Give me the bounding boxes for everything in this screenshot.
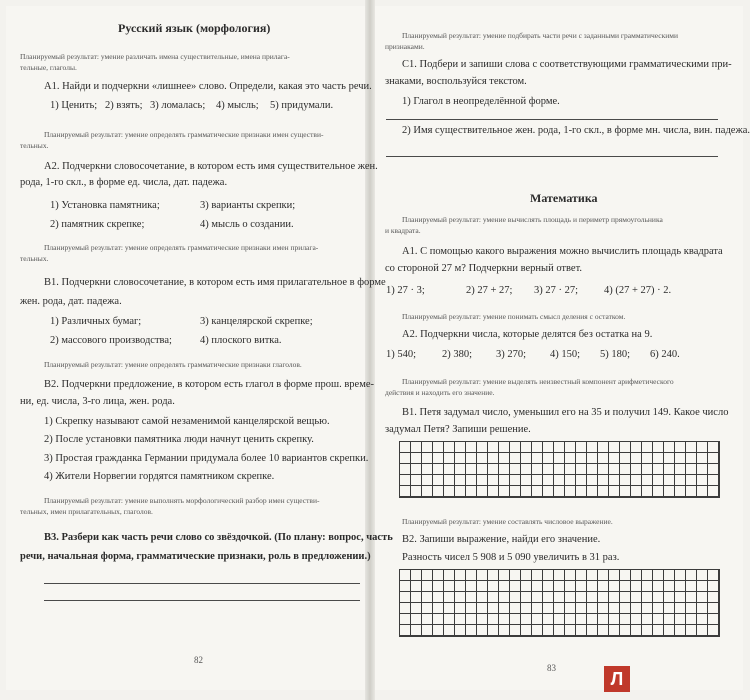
task-a2-option-2: 2) памятник скрепке; — [50, 219, 145, 230]
planned-result-r2: Планируемый результат: умение вычислять площадь и периметр прямоугольника — [402, 215, 663, 224]
planned-result-5: Планируемый результат: умение выполнять морфологический разбор имен существи- — [44, 496, 320, 505]
task-b1-option-1: 1) Различных бумаг; — [50, 316, 142, 327]
planned-result-r4: Планируемый результат: умение выделять неизвестный компонент арифметического — [402, 377, 674, 386]
task-math-a2-option-5: 5) 180; — [600, 349, 631, 360]
planned-result-r1: Планируемый результат: умение подбирать части речи с заданными грамматическими — [402, 31, 678, 40]
planned-result-1-cont: тельные, глаголы. — [20, 63, 77, 72]
task-a2-option-1: 1) Установка памятника; — [50, 200, 160, 211]
task-b3-question: В3. Разбери как часть речи слово со звёздочкой. (По плану: вопрос, часть — [44, 532, 393, 543]
task-math-a2-question: А2. Подчеркни числа, которые делятся без остатка на 9. — [402, 329, 653, 340]
task-math-a1-question-cont: со стороной 27 м? Подчеркни верный ответ. — [385, 263, 582, 274]
task-a2-option-3: 3) варианты скрепки; — [200, 200, 296, 211]
answer-grid-b1 — [399, 441, 720, 498]
task-math-a2-option-6: 6) 240. — [650, 349, 680, 360]
task-b2-question: В2. Подчеркни предложение, в котором есть глагол в форме прош. време- — [44, 379, 375, 390]
task-c1-item-2: 2) Имя существительное жен. рода, 1-го скл., в форме мн. числа, вин. падежа. — [402, 125, 750, 136]
planned-result-2-cont: тельных. — [20, 141, 49, 150]
task-a1-option-3: 3) ломалась; — [150, 100, 206, 111]
task-a2-question: А2. Подчеркни словосочетание, в котором есть имя существительное жен. — [44, 161, 378, 172]
planned-result-r4-cont: действия и находить его значение. — [385, 388, 495, 397]
task-c1-question: С1. Подбери и запиши слова с соответствующими грамматическими при- — [402, 59, 732, 70]
task-c1-question-cont: знаками, воспользуйся текстом. — [385, 76, 527, 87]
task-b2-option-1: 1) Скрепку называют самой незаменимой канцелярской вещью. — [44, 416, 330, 427]
task-b3-question-cont: речи, начальная форма, грамматические признаки, роль в предложении.) — [20, 551, 371, 562]
answer-line — [44, 600, 360, 601]
answer-line — [44, 583, 360, 584]
task-math-a1-option-4: 4) (27 + 27) · 2. — [604, 285, 672, 296]
answer-line — [386, 156, 718, 157]
planned-result-3: Планируемый результат: умение определять грамматические признаки имен прилага- — [44, 243, 319, 252]
task-math-a1-option-2: 2) 27 + 27; — [466, 285, 513, 296]
book-gutter — [365, 0, 375, 700]
planned-result-r2-cont: и квадрата. — [385, 226, 421, 235]
task-c1-item-1: 1) Глагол в неопределённой форме. — [402, 96, 560, 107]
task-a1-option-5: 5) придумали. — [270, 100, 334, 111]
planned-result-1: Планируемый результат: умение различать имена существительные, имена прилага- — [20, 52, 290, 61]
task-a1-option-2: 2) взять; — [105, 100, 143, 111]
planned-result-5-cont: тельных, имен прилагательных, глаголов. — [20, 507, 153, 516]
task-b1-option-3: 3) канцелярской скрепке; — [200, 316, 313, 327]
planned-result-3-cont: тельных. — [20, 254, 49, 263]
task-b2-option-3: 3) Простая гражданка Германии придумала более 10 вариантов скрепки. — [44, 453, 369, 464]
task-b2-option-2: 2) После установки памятника люди начнут ценить скрепку. — [44, 434, 314, 445]
task-math-a2-option-1: 1) 540; — [386, 349, 417, 360]
planned-result-r5: Планируемый результат: умение составлять числовое выражение. — [402, 517, 613, 526]
planned-result-2: Планируемый результат: умение определять грамматические признаки имен существи- — [44, 130, 324, 139]
task-math-b1-question: В1. Петя задумал число, уменьшил его на 35 и получил 149. Какое число — [402, 407, 729, 418]
page-number-left: 82 — [194, 655, 203, 665]
task-b2-question-cont: ни, ед. числа, 3-го лица, жен. рода. — [20, 396, 175, 407]
task-b1-option-2: 2) массового производства; — [50, 335, 172, 346]
task-math-a2-option-4: 4) 150; — [550, 349, 581, 360]
task-a1-question: А1. Найди и подчеркни «лишнее» слово. Определи, какая это часть речи. — [44, 81, 372, 92]
task-a1-option-1: 1) Ценить; — [50, 100, 98, 111]
task-b1-question-cont: жен. рода, дат. падежа. — [20, 296, 122, 307]
task-a1-option-4: 4) мысль; — [216, 100, 259, 111]
task-b1-option-4: 4) плоского витка. — [200, 335, 282, 346]
task-math-a2-option-3: 3) 270; — [496, 349, 527, 360]
task-math-a1-option-3: 3) 27 · 27; — [534, 285, 579, 296]
planned-result-r1-cont: признаками. — [385, 42, 425, 51]
page-title-russian: Русский язык (морфология) — [118, 21, 271, 35]
page-title-math: Математика — [530, 191, 598, 205]
task-math-a2-option-2: 2) 380; — [442, 349, 473, 360]
task-b2-option-4: 4) Жители Норвегии гордятся памятником скрепке. — [44, 471, 275, 482]
answer-grid-b2 — [399, 569, 720, 637]
page-number-right: 83 — [547, 663, 556, 673]
publisher-logo: Л — [604, 666, 630, 692]
task-a2-option-4: 4) мысль о создании. — [200, 219, 294, 230]
task-math-a1-question: А1. С помощью какого выражения можно вычислить площадь квадрата — [402, 246, 723, 257]
task-a2-question-cont: рода, 1-го скл., в форме ед. числа, дат. падежа. — [20, 177, 228, 188]
task-b1-question: В1. Подчеркни словосочетание, в котором есть имя прилагательное в форме — [44, 277, 386, 288]
task-math-a1-option-1: 1) 27 · 3; — [386, 285, 425, 296]
task-math-b2-question-cont: Разность чисел 5 908 и 5 090 увеличить в 31 раз. — [402, 552, 620, 563]
planned-result-4: Планируемый результат: умение определять грамматические признаки глаголов. — [44, 360, 302, 369]
task-math-b1-question-cont: задумал Петя? Запиши решение. — [385, 424, 531, 435]
answer-line — [386, 119, 718, 120]
planned-result-r3: Планируемый результат: умение понимать смысл деления с остатком. — [402, 312, 626, 321]
task-math-b2-question: В2. Запиши выражение, найди его значение. — [402, 534, 601, 545]
